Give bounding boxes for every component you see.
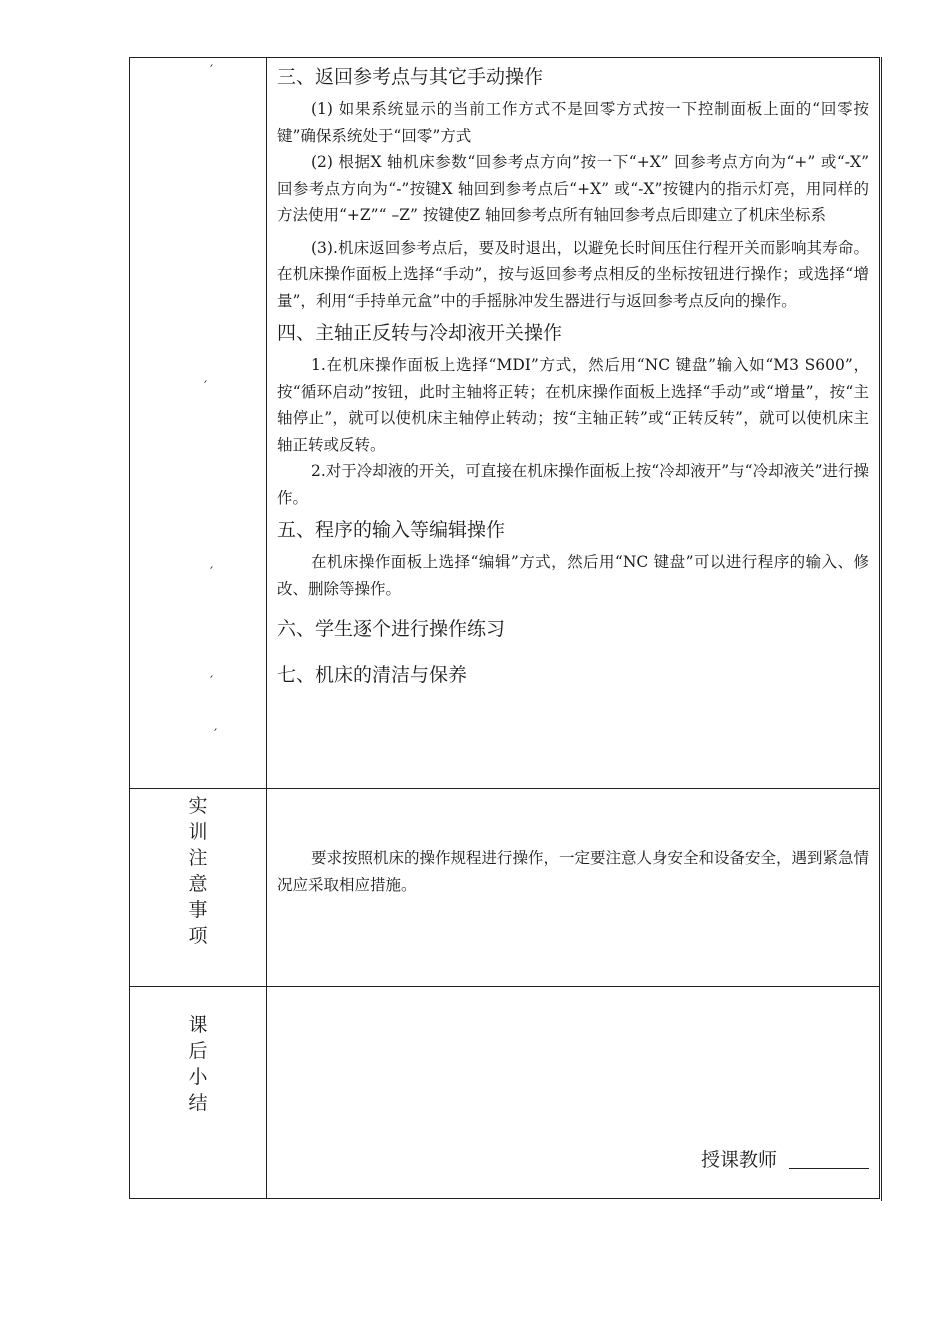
section-title: 七、机床的清洁与保养	[277, 664, 468, 686]
summary-row	[130, 987, 880, 1199]
signature-label: 授课教师	[700, 1149, 777, 1171]
paragraph: (2) 根据X 轴机床参数“回参考点方向”按一下“+X” 回参考点方向为“+” 或“-X” 回参考点方向为“-”按键X 轴回到参考点后“+X” 或“-X”按键内的指示灯亮，用同样的方法使用“+Z”“ –Z” 按键使Z 轴回参考点所有轴回参考点后即建立了机床坐标系	[277, 153, 869, 224]
paragraph: 2.对于冷却液的开关，可直接在机床操作面板上按“冷却液开”与“冷却液关”进行操作。	[277, 462, 869, 507]
lesson-plan-table	[129, 57, 880, 1199]
section-title: 四、主轴正反转与冷却液开关操作	[277, 322, 563, 344]
notes-text: 要求按照机床的操作规程进行操作，一定要注意人身安全和设备安全，遇到紧急情况应采取相应措施。	[277, 849, 870, 894]
summary-content-cell	[267, 987, 880, 1199]
signature-line[interactable]	[789, 1168, 869, 1169]
margin-mark: ′	[204, 379, 208, 395]
margin-mark: ′	[210, 674, 214, 690]
notes-label-cell	[130, 789, 267, 987]
outer-border-line	[881, 57, 882, 1201]
summary-label-cell	[130, 987, 267, 1199]
paragraph: 1.在机床操作面板上选择“MDI”方式，然后用“NC 键盘”输入如“M3 S600”，按“循环启动”按钮，此时主轴将正转；在机床操作面板上选择“手动”或“增量”，按“主轴停止”，就可以使机床主轴停止转动；按“主轴正转”或“正转反转”，就可以使机床主轴正转或反转。	[277, 356, 869, 454]
margin-mark: ′	[214, 727, 218, 743]
teacher-signature	[701, 1148, 869, 1172]
procedure-content-cell	[267, 58, 880, 789]
summary-label: 课 后 小 结	[188, 1014, 208, 1114]
margin-mark: ′	[210, 63, 214, 79]
notes-content-cell	[267, 789, 880, 987]
paragraph: 在机床操作面板上选择“编辑”方式，然后用“NC 键盘”可以进行程序的输入、修改、删除等操作。	[277, 553, 869, 598]
notes-label: 实 训 注 意 事 项	[188, 795, 208, 947]
procedure-row	[130, 58, 880, 789]
margin-mark: ′	[210, 565, 214, 581]
paragraph: (3).机床返回参考点后，要及时退出，以避免长时间压住行程开关而影响其寿命。在机床操作面板上选择“手动”，按与返回参考点相反的坐标按钮进行操作；或选择“增量”，利用“手持单元盒”中的手摇脉冲发生器进行与返回参考点反向的操作。	[277, 238, 869, 310]
section-title: 六、学生逐个进行操作练习	[277, 618, 506, 640]
section-title: 三、返回参考点与其它手动操作	[277, 66, 544, 88]
section-title: 五、程序的输入等编辑操作	[277, 519, 506, 541]
procedure-left-cell	[130, 58, 267, 789]
paragraph: (1) 如果系统显示的当前工作方式不是回零方式按一下控制面板上面的“回零按键”确保系统处于“回零”方式	[277, 100, 869, 145]
lesson-plan-sheet	[129, 57, 882, 1201]
notes-row	[130, 789, 880, 987]
